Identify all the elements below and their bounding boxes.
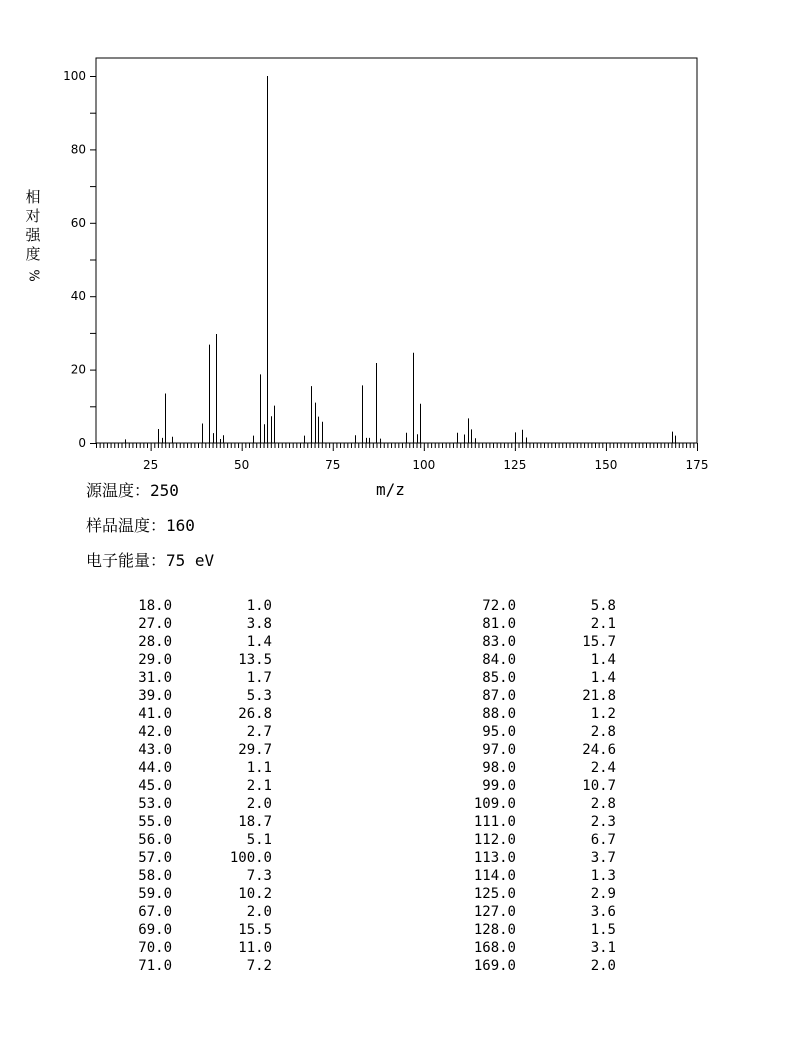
peak-abundance: 2.0 — [590, 958, 616, 974]
peak-abundance: 15.7 — [582, 634, 616, 650]
peak-mz: 28.0 — [138, 634, 172, 650]
peak-mz: 18.0 — [138, 598, 172, 614]
peak-mz: 42.0 — [138, 724, 172, 740]
peak-abundance: 26.8 — [238, 706, 272, 722]
peak-abundance: 3.1 — [590, 940, 616, 956]
peak-mz: 39.0 — [138, 688, 172, 704]
peak-mz: 69.0 — [138, 922, 172, 938]
peak-abundance: 10.7 — [582, 778, 616, 794]
peak-row — [420, 849, 630, 867]
peak-row — [420, 885, 630, 903]
peak-row — [0, 597, 300, 615]
peak-abundance: 5.8 — [590, 598, 616, 614]
peak-row — [0, 687, 300, 705]
peak-mz: 169.0 — [473, 958, 516, 974]
source-temperature — [86, 478, 179, 501]
peak-row — [0, 723, 300, 741]
peak-mz: 59.0 — [138, 886, 172, 902]
peak-abundance: 5.1 — [246, 832, 272, 848]
peak-abundance: 21.8 — [582, 688, 616, 704]
peak-abundance: 24.6 — [582, 742, 616, 758]
peak-abundance: 7.3 — [246, 868, 272, 884]
peak-mz: 31.0 — [138, 670, 172, 686]
chart-bars — [126, 76, 676, 443]
peak-mz: 41.0 — [138, 706, 172, 722]
peak-abundance: 3.8 — [246, 616, 272, 632]
peak-row — [420, 687, 630, 705]
peak-row — [420, 759, 630, 777]
peak-abundance: 1.1 — [246, 760, 272, 776]
peak-mz: 109.0 — [473, 796, 516, 812]
peak-row — [0, 669, 300, 687]
peak-row — [0, 615, 300, 633]
x-tick-label: 75 — [325, 458, 341, 472]
x-tick-label: 25 — [142, 458, 159, 472]
peak-row — [0, 777, 300, 795]
electron-energy — [86, 548, 214, 571]
peak-row — [420, 939, 630, 957]
peak-row — [420, 615, 630, 633]
peak-mz: 45.0 — [138, 778, 172, 794]
peak-abundance: 2.9 — [590, 886, 616, 902]
peak-row — [0, 939, 300, 957]
peak-abundance: 1.7 — [246, 670, 272, 686]
peak-mz: 84.0 — [482, 652, 516, 668]
y-tick-label: 20 — [70, 362, 86, 377]
sample-temperature — [86, 513, 195, 536]
peak-abundance: 5.3 — [246, 688, 272, 704]
peak-abundance: 2.4 — [590, 760, 616, 776]
x-tick-label: 50 — [234, 458, 250, 472]
peak-row — [0, 651, 300, 669]
peak-abundance: 1.0 — [246, 598, 272, 614]
plot-frame — [96, 58, 697, 443]
peak-row — [420, 903, 630, 921]
peak-abundance: 3.7 — [590, 850, 616, 866]
peak-abundance: 13.5 — [238, 652, 272, 668]
peak-row — [0, 705, 300, 723]
source-temperature-label: 源温度： — [86, 481, 151, 500]
peak-mz: 99.0 — [482, 778, 516, 794]
sample-temperature-value: 160 — [166, 516, 195, 535]
y-tick-label: 40 — [70, 289, 86, 304]
peak-abundance: 18.7 — [238, 814, 272, 830]
chart-axes — [96, 58, 697, 443]
peak-mz: 111.0 — [473, 814, 516, 830]
x-tick-label: 100 — [412, 458, 436, 472]
peak-mz: 57.0 — [138, 850, 172, 866]
peak-abundance: 7.2 — [246, 958, 272, 974]
peak-mz: 53.0 — [138, 796, 172, 812]
peak-row — [420, 795, 630, 813]
x-tick-label: 175 — [685, 458, 709, 472]
peak-row — [0, 957, 300, 975]
peak-abundance: 2.7 — [246, 724, 272, 740]
peak-abundance: 2.0 — [246, 904, 272, 920]
peak-mz: 127.0 — [473, 904, 516, 920]
peak-row — [420, 867, 630, 885]
peak-mz: 56.0 — [138, 832, 172, 848]
peak-row — [0, 885, 300, 903]
source-temperature-value: 250 — [150, 481, 179, 500]
peak-mz: 87.0 — [482, 688, 516, 704]
peak-abundance: 2.1 — [246, 778, 272, 794]
y-axis-unit: % — [25, 269, 41, 282]
peak-mz: 29.0 — [138, 652, 172, 668]
peak-mz: 70.0 — [138, 940, 172, 956]
peak-table-left — [0, 597, 300, 975]
peak-mz: 67.0 — [138, 904, 172, 920]
peak-abundance: 1.4 — [590, 652, 616, 668]
peak-abundance: 6.7 — [590, 832, 616, 848]
peak-row — [0, 921, 300, 939]
peak-mz: 125.0 — [473, 886, 516, 902]
peak-row — [0, 795, 300, 813]
peak-row — [420, 957, 630, 975]
peak-table-right — [420, 597, 630, 975]
peak-row — [0, 741, 300, 759]
peak-row — [420, 741, 630, 759]
mass-spectrum-chart — [0, 0, 794, 480]
peak-abundance: 100.0 — [229, 850, 272, 866]
peak-mz: 27.0 — [138, 616, 172, 632]
y-axis-label-text: 相 对 强 度 — [25, 188, 41, 263]
peak-row — [420, 921, 630, 939]
peak-mz: 43.0 — [138, 742, 172, 758]
peak-row — [0, 867, 300, 885]
chart-ticks — [63, 69, 708, 472]
peak-row — [420, 651, 630, 669]
peak-mz: 44.0 — [138, 760, 172, 776]
x-axis-label: m/z — [376, 480, 405, 499]
electron-energy-value: 75 eV — [166, 551, 215, 570]
peak-mz: 95.0 — [482, 724, 516, 740]
peak-row — [420, 831, 630, 849]
peak-abundance: 29.7 — [238, 742, 272, 758]
peak-row — [420, 633, 630, 651]
y-tick-label: 0 — [78, 436, 86, 450]
peak-mz: 83.0 — [482, 634, 516, 650]
peak-abundance: 2.3 — [590, 814, 616, 830]
peak-abundance: 2.8 — [590, 796, 616, 812]
peak-row — [420, 597, 630, 615]
peak-mz: 168.0 — [473, 940, 516, 956]
sample-temperature-label: 样品温度： — [86, 516, 167, 535]
peak-row — [0, 849, 300, 867]
peak-abundance: 3.6 — [590, 904, 616, 920]
peak-abundance: 1.2 — [590, 706, 616, 722]
peak-mz: 58.0 — [138, 868, 172, 884]
peak-abundance: 10.2 — [238, 886, 272, 902]
peak-mz: 81.0 — [482, 616, 516, 632]
peak-mz: 55.0 — [138, 814, 172, 830]
peak-row — [0, 633, 300, 651]
peak-mz: 97.0 — [482, 742, 516, 758]
peak-mz: 85.0 — [482, 670, 516, 686]
y-tick-label: 100 — [63, 69, 86, 83]
peak-abundance: 2.0 — [246, 796, 272, 812]
peak-row — [420, 777, 630, 795]
peak-mz: 98.0 — [482, 760, 516, 776]
peak-abundance: 1.4 — [246, 634, 272, 650]
peak-abundance: 1.3 — [590, 868, 616, 884]
electron-energy-label: 电子能量： — [86, 551, 167, 570]
peak-mz: 72.0 — [482, 598, 516, 614]
peak-abundance: 2.1 — [590, 616, 616, 632]
y-tick-label: 80 — [70, 142, 86, 157]
peak-row — [0, 759, 300, 777]
peak-mz: 112.0 — [473, 832, 516, 848]
y-axis-label — [22, 188, 44, 285]
peak-mz: 71.0 — [138, 958, 172, 974]
peak-abundance: 11.0 — [238, 940, 272, 956]
peak-mz: 128.0 — [473, 922, 516, 938]
peak-abundance: 1.4 — [590, 670, 616, 686]
peak-row — [420, 813, 630, 831]
x-tick-label: 125 — [503, 458, 527, 472]
y-tick-label: 60 — [70, 215, 86, 230]
peak-abundance: 2.8 — [590, 724, 616, 740]
peak-row — [420, 705, 630, 723]
peak-row — [0, 903, 300, 921]
peak-abundance: 1.5 — [590, 922, 616, 938]
peak-mz: 88.0 — [482, 706, 516, 722]
x-tick-label: 150 — [594, 458, 618, 472]
peak-row — [420, 669, 630, 687]
peak-abundance: 15.5 — [238, 922, 272, 938]
peak-row — [0, 831, 300, 849]
peak-mz: 113.0 — [473, 850, 516, 866]
peak-mz: 114.0 — [473, 868, 516, 884]
peak-row — [420, 723, 630, 741]
peak-row — [0, 813, 300, 831]
